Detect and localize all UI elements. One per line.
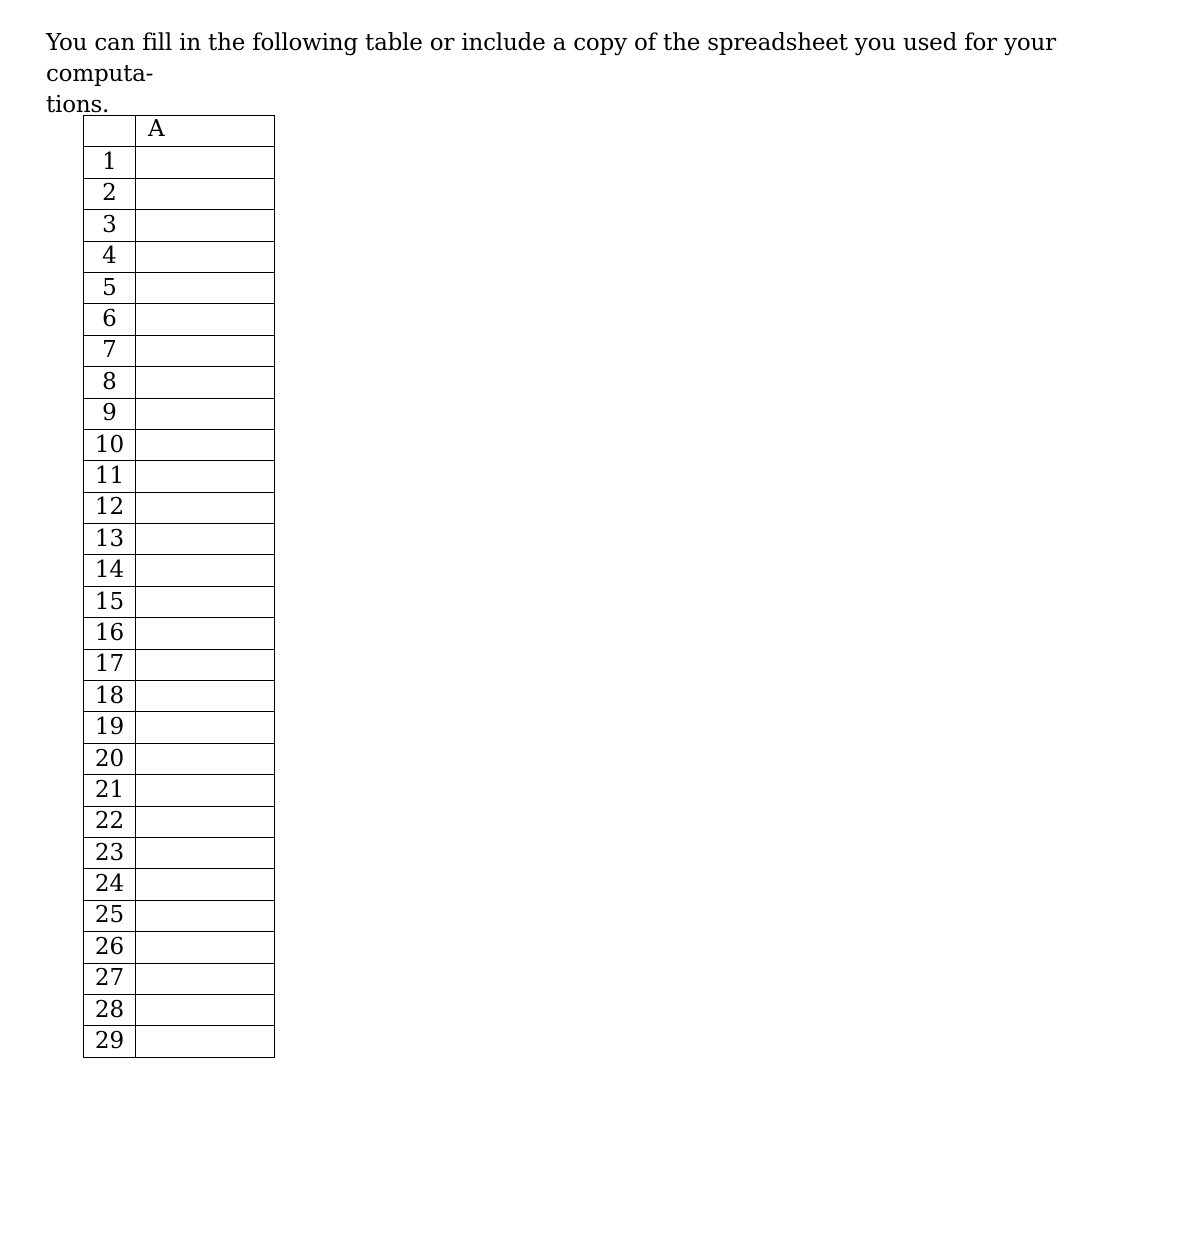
table-row [84, 272, 275, 303]
table-row [84, 429, 275, 460]
table-row [84, 869, 275, 900]
cell-a[interactable] [136, 429, 275, 460]
row-number: 15 [84, 586, 136, 617]
table-row [84, 524, 275, 555]
table-row [84, 618, 275, 649]
table-row [84, 335, 275, 366]
cell-a[interactable] [136, 147, 275, 178]
cell-a[interactable] [136, 241, 275, 272]
table-row [84, 555, 275, 586]
table-row [84, 994, 275, 1025]
row-number: 16 [84, 618, 136, 649]
row-number: 17 [84, 649, 136, 680]
cell-a[interactable] [136, 398, 275, 429]
cell-a[interactable] [136, 210, 275, 241]
cell-a[interactable] [136, 712, 275, 743]
row-number: 2 [84, 178, 136, 209]
table-row [84, 586, 275, 617]
table-row [84, 367, 275, 398]
row-number: 22 [84, 806, 136, 837]
row-number: 29 [84, 1026, 136, 1057]
table-row [84, 712, 275, 743]
row-number: 28 [84, 994, 136, 1025]
cell-a[interactable] [136, 1026, 275, 1057]
table-row [84, 241, 275, 272]
cell-a[interactable] [136, 869, 275, 900]
column-header-a: A [136, 116, 275, 147]
cell-a[interactable] [136, 743, 275, 774]
table-row [84, 837, 275, 868]
table-row [84, 210, 275, 241]
cell-a[interactable] [136, 524, 275, 555]
spreadsheet-table [83, 115, 275, 1058]
row-number: 4 [84, 241, 136, 272]
cell-a[interactable] [136, 681, 275, 712]
row-number: 20 [84, 743, 136, 774]
cell-a[interactable] [136, 806, 275, 837]
row-number: 14 [84, 555, 136, 586]
row-number: 11 [84, 461, 136, 492]
row-number: 3 [84, 210, 136, 241]
table-body [84, 147, 275, 1057]
table-row [84, 178, 275, 209]
cell-a[interactable] [136, 963, 275, 994]
row-number: 27 [84, 963, 136, 994]
cell-a[interactable] [136, 304, 275, 335]
table-row [84, 806, 275, 837]
table-row [84, 304, 275, 335]
cell-a[interactable] [136, 555, 275, 586]
row-number: 5 [84, 272, 136, 303]
table-row [84, 492, 275, 523]
row-number: 1 [84, 147, 136, 178]
row-number: 24 [84, 869, 136, 900]
row-number: 25 [84, 900, 136, 931]
row-number: 21 [84, 775, 136, 806]
table-row [84, 1026, 275, 1057]
cell-a[interactable] [136, 367, 275, 398]
cell-a[interactable] [136, 335, 275, 366]
table-row [84, 775, 275, 806]
table-row [84, 461, 275, 492]
cell-a[interactable] [136, 775, 275, 806]
instruction-text [46, 28, 1146, 121]
cell-a[interactable] [136, 994, 275, 1025]
table-row [84, 743, 275, 774]
table-row [84, 147, 275, 178]
table-row [84, 681, 275, 712]
row-number: 10 [84, 429, 136, 460]
cell-a[interactable] [136, 492, 275, 523]
cell-a[interactable] [136, 932, 275, 963]
table-row [84, 963, 275, 994]
cell-a[interactable] [136, 837, 275, 868]
table-row [84, 649, 275, 680]
cell-a[interactable] [136, 900, 275, 931]
cell-a[interactable] [136, 178, 275, 209]
row-number: 26 [84, 932, 136, 963]
instruction-line-1: You can fill in the following table or include a copy of the spreadsheet you used for your computa- [46, 30, 1056, 87]
cell-a[interactable] [136, 618, 275, 649]
row-number: 13 [84, 524, 136, 555]
row-number: 9 [84, 398, 136, 429]
cell-a[interactable] [136, 649, 275, 680]
row-number: 6 [84, 304, 136, 335]
row-number: 19 [84, 712, 136, 743]
row-number: 12 [84, 492, 136, 523]
row-number: 23 [84, 837, 136, 868]
cell-a[interactable] [136, 272, 275, 303]
row-number: 18 [84, 681, 136, 712]
instruction-line-2: tions. [46, 92, 110, 118]
header-row [84, 116, 275, 147]
cell-a[interactable] [136, 586, 275, 617]
row-number: 7 [84, 335, 136, 366]
cell-a[interactable] [136, 461, 275, 492]
table-row [84, 900, 275, 931]
table-row [84, 932, 275, 963]
table-row [84, 398, 275, 429]
row-number: 8 [84, 367, 136, 398]
corner-cell [84, 116, 136, 147]
